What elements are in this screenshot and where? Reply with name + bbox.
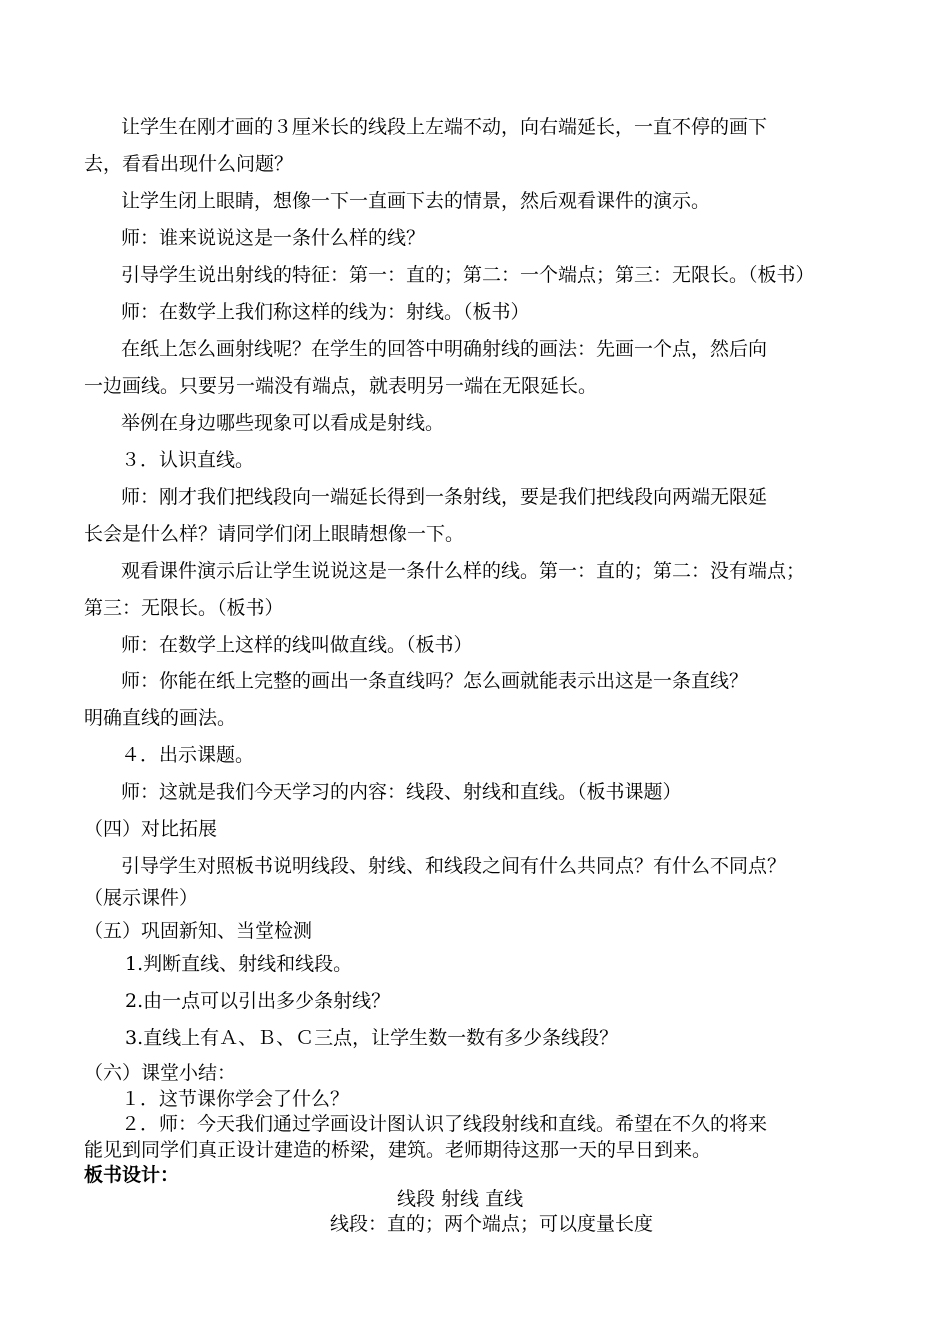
section-heading: （六）课堂小结： [84, 1062, 237, 1084]
paragraph-line: 举例在身边哪些现象可以看成是射线。 [121, 412, 445, 434]
paragraph-line: 师：谁来说说这是一条什么样的线？ [121, 227, 426, 249]
section-heading: （五）巩固新知、当堂检测 [84, 920, 313, 942]
paragraph-line: 引导学生说出射线的特征：第一：直的；第二：一个端点；第三：无限长。（板书） [121, 264, 815, 286]
paragraph-line: 一边画线。只要另一端没有端点，就表明另一端在无限延长。 [84, 375, 598, 397]
section-heading: （四）对比拓展 [84, 818, 218, 840]
paragraph-line: 第三：无限长。（板书） [84, 597, 284, 619]
board-title: 线段 射线 直线 [397, 1188, 524, 1210]
section-heading: ３．认识直线。 [121, 449, 255, 471]
paragraph-line: 去，看看出现什么问题？ [84, 153, 294, 175]
paragraph-line: 师：在数学上我们称这样的线为：射线。（板书） [121, 301, 530, 323]
paragraph-line: 能见到同学们真正设计建造的桥梁，建筑。老师期待这那一天的早日到来。 [84, 1139, 712, 1161]
paragraph-line: 让学生闭上眼睛，想像一下一直画下去的情景，然后观看课件的演示。 [121, 190, 711, 212]
paragraph-line: 让学生在刚才画的３厘米长的线段上左端不动，向右端延长，一直不停的画下 [121, 116, 768, 138]
board-design-heading: 板书设计： [84, 1164, 180, 1186]
paragraph-line: 师：这就是我们今天学习的内容：线段、射线和直线。（板书课题） [121, 781, 682, 803]
list-item: １．这节课你学会了什么？ [121, 1088, 350, 1110]
paragraph-line: 师：你能在纸上完整的画出一条直线吗？怎么画就能表示出这是一条直线？ [121, 670, 749, 692]
list-item: 2.由一点可以引出多少条射线？ [125, 990, 391, 1012]
board-line: 线段：直的；两个端点；可以度量长度 [330, 1213, 654, 1235]
paragraph-line: 长会是什么样？请同学们闭上眼睛想像一下。 [84, 523, 465, 545]
list-item: 3.直线上有Ａ、Ｂ、Ｃ三点，让学生数一数有多少条线段？ [125, 1027, 619, 1049]
paragraph-line: 师：在数学上这样的线叫做直线。（板书） [121, 634, 473, 656]
paragraph-line: 明确直线的画法。 [84, 707, 237, 729]
section-heading: ４．出示课题。 [121, 744, 255, 766]
paragraph-line: 观看课件演示后让学生说说这是一条什么样的线。第一：直的；第二：没有端点； [121, 560, 806, 582]
paragraph-line: （展示课件） [84, 887, 199, 909]
list-item: ２．师：今天我们通过学画设计图认识了线段射线和直线。希望在不久的将来 [121, 1113, 768, 1135]
paragraph-line: 师：刚才我们把线段向一端延长得到一条射线，要是我们把线段向两端无限延 [121, 486, 768, 508]
paragraph-line: 在纸上怎么画射线呢？在学生的回答中明确射线的画法：先画一个点，然后向 [121, 338, 768, 360]
list-item: 1.判断直线、射线和线段。 [125, 953, 353, 975]
paragraph-line: 引导学生对照板书说明线段、射线、和线段之间有什么共同点？有什么不同点？ [121, 855, 787, 877]
